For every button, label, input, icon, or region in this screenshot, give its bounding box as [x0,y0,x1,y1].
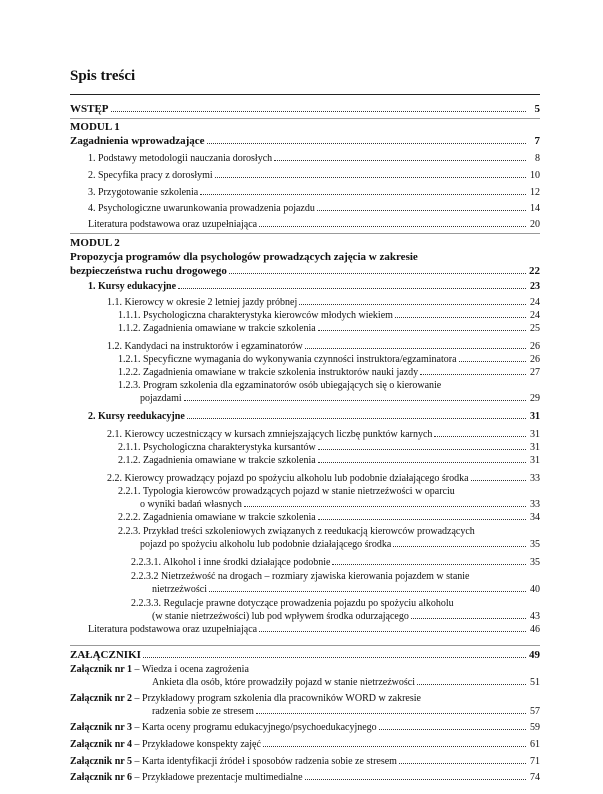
toc-entry-text: 3. Przygotowanie szkolenia [88,187,199,198]
appendix-label: Załącznik nr 3 [70,722,133,733]
appendix-title: – Przykładowe konspekty zajęć [132,739,261,750]
toc-entry-zal[interactable] [70,649,540,661]
toc-entry-modul1-head[interactable] [70,121,122,133]
toc-entry-text: 2.2.2. Zagadnienia omawiane w trakcie szkolenia [118,512,316,523]
toc-entry-text: (w stanie nietrzeźwości) lub pod wpływem środka odurzającego [152,611,409,622]
toc-entry-k2-2-3-1[interactable] [131,557,540,568]
separator [70,118,540,119]
toc-entry-text: Propozycja programów dla psychologów prowadzących zajęcia w zakresie [70,251,418,263]
dot-leader [332,563,526,565]
page-number: 34 [530,512,540,523]
page-number: 22 [529,265,540,277]
toc-entry-m1-3[interactable] [88,187,540,198]
page-number: 61 [530,739,540,750]
toc-entry-text: 2. Specyfika pracy z dorosłymi [88,170,213,181]
toc-entry-k1-2-3b[interactable] [140,393,540,404]
toc-entry-zag-wpr[interactable] [70,135,540,147]
dot-leader [244,505,526,507]
toc-entry-m2-lit[interactable] [88,624,540,635]
separator [70,645,540,646]
appendix-title: – Karta identyfikacji źródeł i sposobów radzenia sobie ze stresem [132,756,397,767]
toc-entry-m1-4[interactable] [88,203,540,214]
toc-entry-k2-1-1[interactable] [118,442,540,453]
separator [70,233,540,234]
toc-entry-text: WSTĘP [70,103,109,115]
page-number: 43 [530,611,540,622]
toc-entry-k2-2-1b[interactable] [140,499,540,510]
page-number: 5 [534,103,540,115]
toc-entry-k1-2-2[interactable] [118,367,540,378]
dot-leader [318,518,526,520]
page-number: 33 [530,473,540,484]
toc-entry-z1a[interactable] [70,664,251,675]
dot-leader [184,399,526,401]
toc-entry-k2-1-2[interactable] [118,455,540,466]
page-number: 35 [530,539,540,550]
toc-entry-text [70,756,399,767]
toc-entry-modul2-head[interactable] [70,237,122,249]
toc-entry-m1-2[interactable] [88,170,540,181]
page-number: 49 [529,649,540,661]
appendix-label: Załącznik nr 1 [70,664,133,675]
dot-leader [274,159,526,161]
toc-entry-text: MODUL 2 [70,237,120,249]
toc-entry-k1-2[interactable] [107,341,540,352]
dot-leader [317,209,526,211]
dot-leader [256,712,526,714]
page-number: 31 [530,411,540,422]
toc-entry-wstep[interactable] [70,103,540,115]
page-number: 31 [530,429,540,440]
dot-leader [395,316,526,318]
toc-entry-k2[interactable] [88,411,540,422]
dot-leader [111,110,526,112]
toc-entry-text: bezpieczeństwa ruchu drogowego [70,265,227,277]
toc-entry-text: 2.2.3.2 Nietrzeźwość na drogach – rozmiary zjawiska kierowania pojazdem w stanie [131,571,470,582]
page-number: 27 [530,367,540,378]
page-number: 12 [530,187,540,198]
page-number: 57 [530,706,540,717]
page-number: 33 [530,499,540,510]
toc-entry-k2-2-2[interactable] [118,512,540,523]
page-number: 23 [530,281,540,292]
toc-entry-text [70,693,423,704]
toc-entry-k2-2-3a[interactable] [118,526,477,537]
toc-entry-z5[interactable] [70,756,540,767]
toc-entry-text: 2.1.1. Psychologiczna charakterystyka kursantów [118,442,316,453]
toc-entry-text: radzenia sobie ze stresem [152,706,254,717]
toc-entry-text: 2.2.3. Przykład treści szkoleniowych związanych z reedukacją kierowców prowadzących [118,526,475,537]
toc-entry-k1-2-3a[interactable] [118,380,443,391]
toc-entry-text: 2.1.2. Zagadnienia omawiane w trakcie szkolenia [118,455,316,466]
page-number: 7 [534,135,540,147]
toc-entry-text: Literatura podstawowa oraz uzupełniająca [88,219,258,230]
toc-title: Spis treści [70,68,136,84]
page-number: 25 [530,323,540,334]
toc-entry-k2-2[interactable] [107,473,540,484]
dot-leader [215,176,526,178]
toc-entry-k1-1-1[interactable] [118,310,540,321]
page-number: 8 [535,153,540,164]
page-number: 26 [530,341,540,352]
toc-entry-text: Literatura podstawowa oraz uzupełniająca [88,624,258,635]
toc-entry-text: 2. Kursy reedukacyjne [88,411,185,422]
toc-entry-text: 2.1. Kierowcy uczestniczący w kursach zmniejszających liczbę punktów karnych [107,429,433,440]
page-number: 14 [530,203,540,214]
toc-entry-text: 1.2. Kandydaci na instruktorów i egzaminatorów [107,341,303,352]
toc-entry-text: 1. Kursy edukacyjne [88,281,177,292]
toc-entry-text: 4. Psychologiczne uwarunkowania prowadzenia pojazdu [88,203,315,214]
toc-entry-text: 2.2. Kierowcy prowadzący pojazd po spożyciu alkoholu lub podobnie działającego środka [107,473,469,484]
toc-entry-k2-1[interactable] [107,429,540,440]
separator [70,94,540,95]
appendix-label: Załącznik nr 6 [70,772,133,783]
dot-leader [318,448,526,450]
page-number: 51 [530,677,540,688]
page-number: 35 [530,557,540,568]
appendix-label: Załącznik nr 5 [70,756,133,767]
page-number: 24 [530,297,540,308]
toc-entry-m2-title-a[interactable] [70,251,420,263]
toc-entry-text: 1.1.1. Psychologiczna charakterystyka kierowców młodych wiekiem [118,310,393,321]
dot-leader [379,728,526,730]
dot-leader [393,545,526,547]
dot-leader [178,287,526,289]
toc-entry-text: MODUL 1 [70,121,120,133]
toc-entry-m2-title-b[interactable] [70,265,540,277]
toc-entry-k2-2-3b[interactable] [140,539,540,550]
toc-entry-m1-lit[interactable] [88,219,540,230]
dot-leader [207,142,526,144]
toc-entry-k1-2-1[interactable] [118,354,540,365]
appendix-title: – Przykładowe prezentacje multimedialne [132,772,303,783]
page-number: 71 [530,756,540,767]
toc-entry-text: Ankieta dla osób, które prowadziły pojazd w stanie nietrzeźwości [152,677,415,688]
appendix-title: – Karta oceny programu edukacyjnego/psychoedukacyjnego [132,722,377,733]
dot-leader [318,329,526,331]
dot-leader [263,745,526,747]
dot-leader [318,461,526,463]
toc-entry-k2-2-3-3b[interactable] [152,611,540,622]
toc-entry-text: 1.2.1. Specyficzne wymagania do wykonywania czynności instruktora/egzaminatora [118,354,457,365]
toc-entry-text: pojazd po spożyciu alkoholu lub podobnie działającego środka [140,539,392,550]
dot-leader [143,656,526,658]
dot-leader [417,683,526,685]
toc-entry-text: 1. Podstawy metodologii nauczania dorosłych [88,153,273,164]
toc-entry-text [70,772,305,783]
dot-leader [305,778,526,780]
toc-entry-m1-1[interactable] [88,153,540,164]
toc-entry-z1b[interactable] [152,677,540,688]
page-number: 74 [530,772,540,783]
dot-leader [420,373,526,375]
appendix-label: Załącznik nr 4 [70,739,133,750]
toc-entry-text [70,739,263,750]
appendix-title: – Przykładowy program szkolenia dla pracowników WORD w zakresie [132,693,421,704]
page-number: 31 [530,455,540,466]
dot-leader [229,272,526,274]
toc-entry-z3[interactable] [70,722,540,733]
page-number: 31 [530,442,540,453]
dot-leader [305,347,526,349]
page-number: 40 [530,584,540,595]
toc-entry-text: 2.2.1. Typologia kierowców prowadzących pojazd w stanie nietrzeźwości w oparciu [118,486,455,497]
toc-entry-text: pojazdami [140,393,182,404]
dot-leader [459,360,526,362]
toc-entry-text: o wyniki badań własnych [140,499,242,510]
appendix-title: – Wiedza i ocena zagrożenia [132,664,249,675]
toc-entry-text [70,664,251,675]
dot-leader [411,617,526,619]
toc-entry-z2b[interactable] [152,706,540,717]
toc-entry-text [70,722,379,733]
toc-entry-text: 2.2.3.3. Regulacje prawne dotyczące prowadzenia pojazdu po spożyciu alkoholu [131,598,454,609]
toc-entry-k2-2-1a[interactable] [118,486,457,497]
page-number: 59 [530,722,540,733]
dot-leader [434,435,526,437]
dot-leader [209,590,526,592]
page-number: 10 [530,170,540,181]
dot-leader [200,193,526,195]
toc-entry-z6[interactable] [70,772,540,783]
page-number: 20 [530,219,540,230]
toc-entry-k2-2-3-2a[interactable] [131,571,471,582]
toc-entry-text: 1.1. Kierowcy w okresie 2 letniej jazdy próbnej [107,297,298,308]
toc-entry-text: 1.2.3. Program szkolenia dla egzaminatorów osób ubiegających się o kierowanie [118,380,442,391]
toc-entry-text: 1.2.2. Zagadnienia omawiane w trakcie szkolenia instruktorów nauki jazdy [118,367,419,378]
toc-entry-k1[interactable] [88,281,540,292]
toc-entry-k2-2-3-3a[interactable] [131,598,456,609]
page-number: 24 [530,310,540,321]
toc-entry-text: 1.1.2. Zagadnienia omawiane w trakcie szkolenia [118,323,316,334]
toc-entry-z2a[interactable] [70,693,423,704]
dot-leader [399,762,526,764]
toc-entry-k2-2-3-2b[interactable] [152,584,540,595]
page-number: 26 [530,354,540,365]
toc-entry-text: nietrzeźwości [152,584,207,595]
dot-leader [259,630,526,632]
dot-leader [299,303,526,305]
toc-entry-k1-1-2[interactable] [118,323,540,334]
dot-leader [471,479,526,481]
toc-entry-text: ZAŁĄCZNIKI [70,649,141,661]
toc-entry-text: Zagadnienia wprowadzające [70,135,205,147]
toc-entry-z4[interactable] [70,739,540,750]
appendix-label: Załącznik nr 2 [70,693,133,704]
dot-leader [187,417,526,419]
page-number: 29 [530,393,540,404]
dot-leader [259,225,526,227]
toc-entry-text: 2.2.3.1. Alkohol i inne środki działające podobnie [131,557,331,568]
page-number: 46 [530,624,540,635]
toc-entry-k1-1[interactable] [107,297,540,308]
